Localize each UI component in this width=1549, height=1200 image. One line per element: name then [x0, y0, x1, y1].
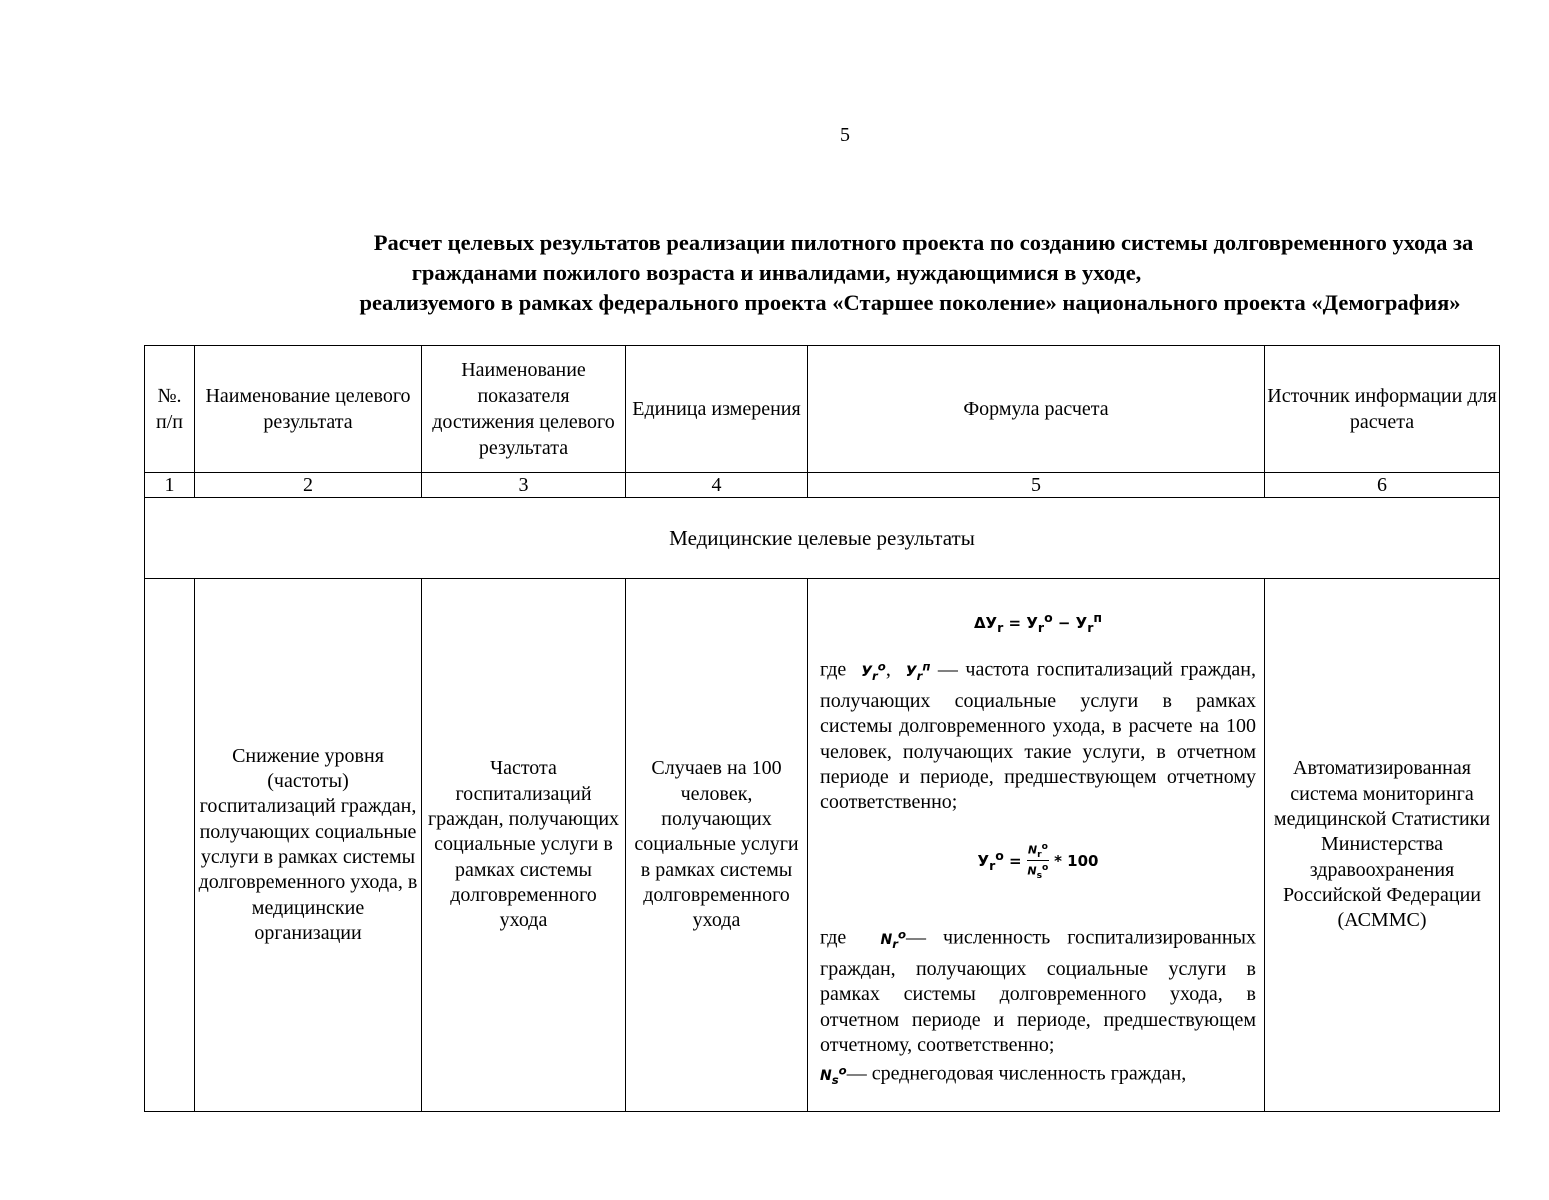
formula-definition-3 [820, 1058, 1256, 1093]
definition-text: — численность госпитализированных граждан, получающих социальные услуги в рамках системы долговременного ухода, в отчетном периоде и периоде, предшествующем отчетному, соответственно; [820, 926, 1256, 1056]
header-source: Источник информации для расчета [1265, 346, 1500, 473]
page-number: 5 [840, 124, 850, 146]
title-line-1: Расчет целевых результатов реализации пилотного проекта по созданию системы долговременного ухода за [373, 230, 1474, 255]
column-number: 1 [145, 473, 195, 498]
formula-delta: $\Delta У_r = У_r^o - У_r^п$ [973, 610, 1103, 636]
row-formula [808, 579, 1265, 1112]
column-numbers-row [145, 473, 1500, 498]
document-title [140, 228, 1549, 318]
header-num: №. п/п [145, 346, 195, 473]
formula-delta-minus: − У [1052, 614, 1088, 633]
formula-fraction: $\frac{N_r^o}{N_s^o}$ [1027, 840, 1049, 882]
column-number: 2 [195, 473, 422, 498]
title-line-3: реализуемого в рамках федерального проекта «Старшее поколение» национального проекта «Демография» [359, 290, 1461, 315]
formula-definition-1: где $У_r^o$, $У_r^п$ — частота госпитализаций граждан, получающих социальные услуги в рамках системы долговременного ухода, в расчете на 100 человек, получающих такие услуги, в отчетном периоде и периоде, предшествующем отчетному соответственно; [820, 659, 1257, 814]
header-result-name: Наименование целевого результата [195, 346, 422, 473]
header-indicator: Наименование показателя достижения целевого результата [422, 346, 626, 473]
results-table [144, 345, 1500, 1112]
definition-text: — среднегодовая численность граждан, [846, 1062, 1187, 1085]
formula-frequency-tail: * 100 [1054, 851, 1099, 870]
symbol-n-s: $N_s^o$ [820, 1063, 847, 1087]
table-row [145, 579, 1500, 1112]
title-line-2: гражданами пожилого возраста и инвалидами, нуждающимися в уходе, [411, 260, 1142, 285]
definition-text: — частота госпитализаций граждан, получающих социальные услуги в рамках системы долговременного ухода, в расчете на 100 человек, получающих такие услуги, в отчетном периоде и периоде, предшествующем отчетному соответственно; [820, 659, 1257, 814]
column-number: 5 [808, 473, 1265, 498]
header-row [145, 346, 1500, 473]
section-title: Медицинские целевые результаты [145, 498, 1500, 579]
where-label: где [820, 926, 847, 949]
column-number: 6 [1265, 473, 1500, 498]
header-formula: Формула расчета [808, 346, 1265, 473]
row-result-name: Снижение уровня (частоты) госпитализаций граждан, получающих социальные услуги в рамках системы долговременного ухода, в медицинские организации [195, 579, 422, 1112]
formula-frequency-lhs: У [977, 851, 990, 870]
symbol-y-p: $У_r^п$ [905, 659, 931, 683]
section-row [145, 498, 1500, 579]
row-unit: Случаев на 100 человек, получающих социальные услуги в рамках системы долговременного ухода [626, 579, 808, 1112]
symbol-y-o: $У_r^o$ [861, 659, 886, 683]
row-source: Автоматизированная система мониторинга медицинской Статистики Министерства здравоохранения Российской Федерации (АСММС) [1265, 579, 1500, 1112]
formula-definition-2 [820, 922, 1256, 1058]
formula-delta-lhs: ΔУ [973, 614, 998, 633]
formula-frequency: $У_r^o$ = $\frac{N_r^o}{N_s^o}$ * 100 [977, 840, 1099, 882]
row-indicator: Частота госпитализаций граждан, получающих социальные услуги в рамках системы долговременного ухода [422, 579, 626, 1112]
row-number [145, 579, 195, 1112]
formula-delta-rhs: = У [1008, 614, 1038, 633]
column-number: 4 [626, 473, 808, 498]
column-number: 3 [422, 473, 626, 498]
where-label: где [820, 659, 847, 681]
symbol-n-r: $N_r^o$ [880, 927, 906, 951]
header-unit: Единица измерения [626, 346, 808, 473]
